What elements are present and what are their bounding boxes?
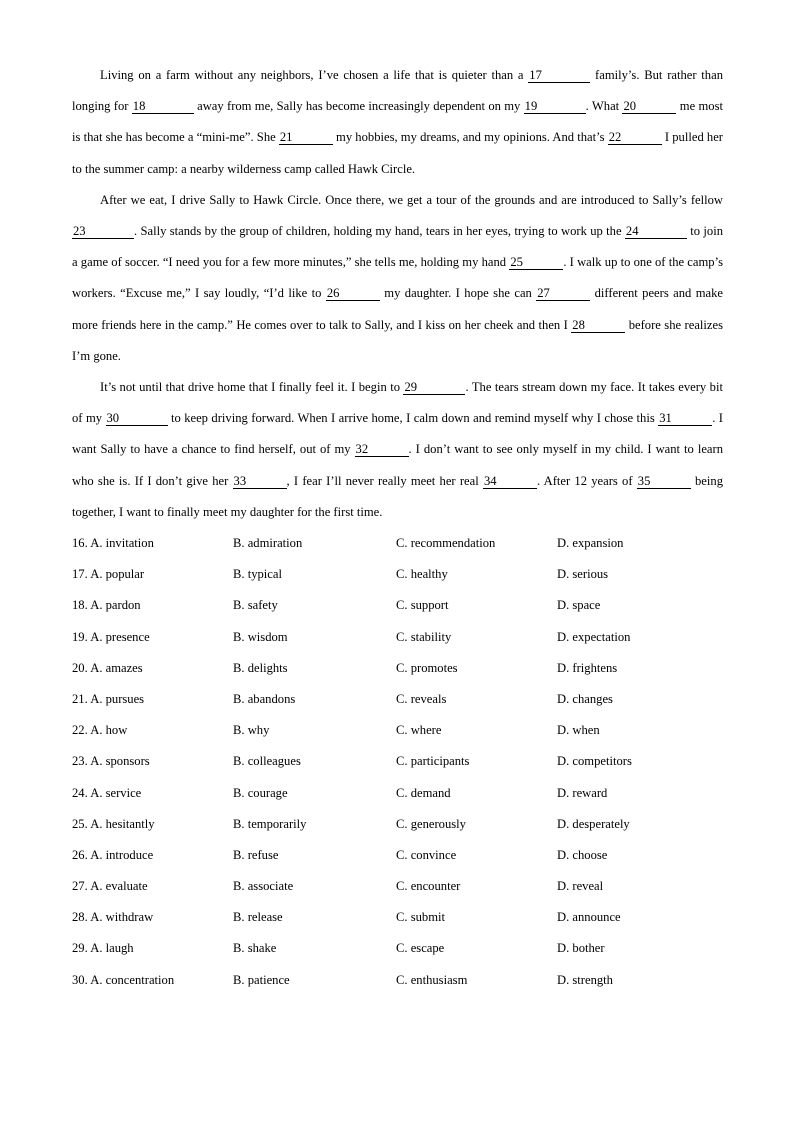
passage-text: . I don’t want to see only myself in my child. I want to learn who she is. If I don’t give her [72, 442, 723, 488]
question-number: 21. [72, 691, 88, 706]
answer-options [72, 528, 723, 996]
option-c: C. enthusiasm [396, 972, 468, 987]
option-d: D. frightens [557, 660, 618, 675]
question-number: 20. [72, 660, 88, 675]
passage-text: my daughter. I hope she can [379, 286, 537, 301]
option-a-text: A. hesitantly [90, 816, 155, 831]
question-number: 19. [72, 629, 88, 644]
option-row-20 [72, 653, 723, 684]
answer-blank-19[interactable]: 19 [524, 100, 586, 114]
option-d: D. reveal [557, 879, 604, 894]
passage-text: I pulled her to the summer camp: a nearby wilderness camp called Hawk Circle. [72, 130, 723, 176]
option-a [72, 528, 233, 559]
option-row-18 [72, 590, 723, 621]
option-a [72, 840, 233, 871]
question-number: 24. [72, 785, 88, 800]
passage-text: . I want Sally to have a chance to find herself, out of my [72, 411, 723, 457]
option-d: D. strength [557, 972, 613, 987]
option-a [72, 715, 233, 746]
option-c: C. participants [396, 754, 470, 769]
option-a-text: A. presence [90, 629, 150, 644]
option-row-27 [72, 871, 723, 902]
answer-blank-28[interactable]: 28 [571, 319, 625, 333]
option-a [72, 871, 233, 902]
answer-blank-35[interactable]: 35 [637, 475, 691, 489]
option-a-text: A. evaluate [90, 879, 148, 894]
passage-text: away from me, Sally has become increasingly dependent on my [193, 99, 524, 114]
answer-blank-30[interactable]: 30 [106, 412, 168, 426]
passage-text: me most is that she has become a “mini-me”. She [72, 99, 723, 145]
option-a-text: A. withdraw [90, 910, 154, 925]
passage-text: before she realizes I’m gone. [72, 317, 723, 363]
answer-blank-26[interactable]: 26 [326, 287, 380, 301]
option-c: C. submit [396, 910, 445, 925]
passage-text: It’s not until that drive home that I finally feel it. I begin to [100, 380, 404, 395]
answer-blank-18[interactable]: 18 [132, 100, 194, 114]
option-a [72, 809, 233, 840]
option-a-text: A. pursues [90, 691, 145, 706]
passage-text: family’s. But rather than longing for [72, 68, 723, 114]
passage-text: After we eat, I drive Sally to Hawk Circle. Once there, we get a tour of the grounds and are introduced to Sally’s fellow [100, 192, 723, 207]
option-row-17 [72, 559, 723, 590]
option-c: C. encounter [396, 879, 461, 894]
question-number: 26. [72, 847, 88, 862]
passage-paragraph-3 [72, 372, 723, 528]
option-d: D. desperately [557, 816, 630, 831]
option-d: D. bother [557, 941, 605, 956]
answer-blank-31[interactable]: 31 [658, 412, 712, 426]
option-c: C. recommendation [396, 536, 496, 551]
answer-blank-25[interactable]: 25 [509, 256, 563, 270]
passage-text: . The tears stream down my face. It takes every bit of my [72, 380, 723, 426]
passage-text: , I fear I’ll never really meet her real [286, 473, 483, 488]
question-number: 16. [72, 536, 88, 551]
answer-blank-32[interactable]: 32 [355, 443, 409, 457]
option-d: D. when [557, 723, 600, 738]
option-b: B. shake [233, 941, 277, 956]
passage-text: . What [585, 99, 623, 114]
option-row-30 [72, 965, 723, 996]
passage-text: my hobbies, my dreams, and my opinions. And that’s [332, 130, 608, 145]
option-c: C. demand [396, 785, 451, 800]
answer-blank-23[interactable]: 23 [72, 225, 134, 239]
answer-blank-21[interactable]: 21 [279, 131, 333, 145]
answer-blank-24[interactable]: 24 [625, 225, 687, 239]
option-a [72, 559, 233, 590]
option-row-21 [72, 684, 723, 715]
option-b: B. why [233, 723, 270, 738]
question-number: 25. [72, 816, 88, 831]
answer-blank-33[interactable]: 33 [233, 475, 287, 489]
option-a [72, 746, 233, 777]
option-a-text: A. how [90, 723, 128, 738]
question-number: 22. [72, 723, 88, 738]
option-row-25 [72, 809, 723, 840]
option-d: D. expectation [557, 629, 631, 644]
option-b: B. abandons [233, 691, 296, 706]
option-row-26 [72, 840, 723, 871]
option-c: C. escape [396, 941, 445, 956]
option-d: D. expansion [557, 536, 624, 551]
question-number: 27. [72, 879, 88, 894]
passage-text: to join a game of soccer. “I need you for a few more minutes,” she tells me, holding my hand [72, 224, 723, 270]
option-a-text: A. sponsors [90, 754, 150, 769]
option-c: C. promotes [396, 660, 458, 675]
option-a-text: A. service [90, 785, 142, 800]
option-a-text: A. popular [90, 567, 145, 582]
passage-text: . After 12 years of [536, 473, 637, 488]
question-number: 17. [72, 567, 88, 582]
worksheet-page [72, 60, 723, 996]
question-number: 29. [72, 941, 88, 956]
option-row-24 [72, 778, 723, 809]
passage-text: to keep driving forward. When I arrive home, I calm down and remind myself why I chose this [167, 411, 659, 426]
option-a [72, 684, 233, 715]
option-c: C. healthy [396, 567, 448, 582]
option-b: B. safety [233, 598, 278, 613]
option-d: D. choose [557, 847, 608, 862]
question-number: 30. [72, 972, 88, 987]
option-d: D. competitors [557, 754, 632, 769]
option-a-text: A. concentration [90, 972, 175, 987]
answer-blank-29[interactable]: 29 [403, 381, 465, 395]
option-b: B. release [233, 910, 283, 925]
option-d: D. serious [557, 567, 609, 582]
passage-text: . I walk up to one of the camp’s workers. “Excuse me,” I say loudly, “I’d like to [72, 255, 723, 301]
question-number: 28. [72, 910, 88, 925]
option-b: B. courage [233, 785, 288, 800]
passage-text: being together, I want to finally meet my daughter for the first time. [72, 473, 723, 519]
answer-blank-22[interactable]: 22 [608, 131, 662, 145]
option-row-28 [72, 902, 723, 933]
question-number: 18. [72, 598, 88, 613]
passage-text: Living on a farm without any neighbors, I’ve chosen a life that is quieter than a [100, 68, 529, 82]
option-a [72, 653, 233, 684]
option-b: B. patience [233, 972, 290, 987]
option-a-text: A. amazes [90, 660, 143, 675]
option-b: B. wisdom [233, 629, 288, 644]
option-b: B. delights [233, 660, 288, 675]
option-b: B. admiration [233, 536, 303, 551]
option-row-22 [72, 715, 723, 746]
option-a [72, 933, 233, 964]
option-c: C. generously [396, 816, 466, 831]
option-d: D. changes [557, 691, 613, 706]
passage-text: different peers and make more friends here in the camp.” He comes over to talk to Sally, and I kiss on her cheek and then I [72, 286, 723, 332]
option-a [72, 965, 233, 996]
option-a [72, 902, 233, 933]
answer-blank-20[interactable]: 20 [622, 100, 676, 114]
option-a [72, 778, 233, 809]
option-d: D. space [557, 598, 601, 613]
option-row-23 [72, 746, 723, 777]
option-row-19 [72, 622, 723, 653]
option-b: B. associate [233, 879, 294, 894]
option-c: C. convince [396, 847, 457, 862]
option-b: B. colleagues [233, 754, 301, 769]
option-a-text: A. invitation [90, 536, 154, 551]
option-c: C. reveals [396, 691, 447, 706]
option-row-16 [72, 528, 723, 559]
option-b: B. typical [233, 567, 282, 582]
option-c: C. support [396, 598, 449, 613]
option-row-29 [72, 933, 723, 964]
option-b: B. temporarily [233, 816, 307, 831]
option-a-text: A. introduce [90, 847, 154, 862]
option-d: D. reward [557, 785, 608, 800]
option-a-text: A. laugh [90, 941, 134, 956]
option-c: C. stability [396, 629, 452, 644]
passage-paragraph-1 [72, 60, 723, 185]
answer-blank-34[interactable]: 34 [483, 475, 537, 489]
passage-text: . Sally stands by the group of children, holding my hand, tears in her eyes, trying to work up the [134, 224, 625, 239]
option-d: D. announce [557, 910, 621, 925]
option-a [72, 622, 233, 653]
option-b: B. refuse [233, 847, 279, 862]
option-c: C. where [396, 723, 442, 738]
answer-blank-27[interactable]: 27 [536, 287, 590, 301]
question-number: 23. [72, 754, 88, 769]
passage-paragraph-2 [72, 185, 723, 372]
option-a [72, 590, 233, 621]
answer-blank-17[interactable]: 17 [528, 69, 590, 83]
option-a-text: A. pardon [90, 598, 141, 613]
